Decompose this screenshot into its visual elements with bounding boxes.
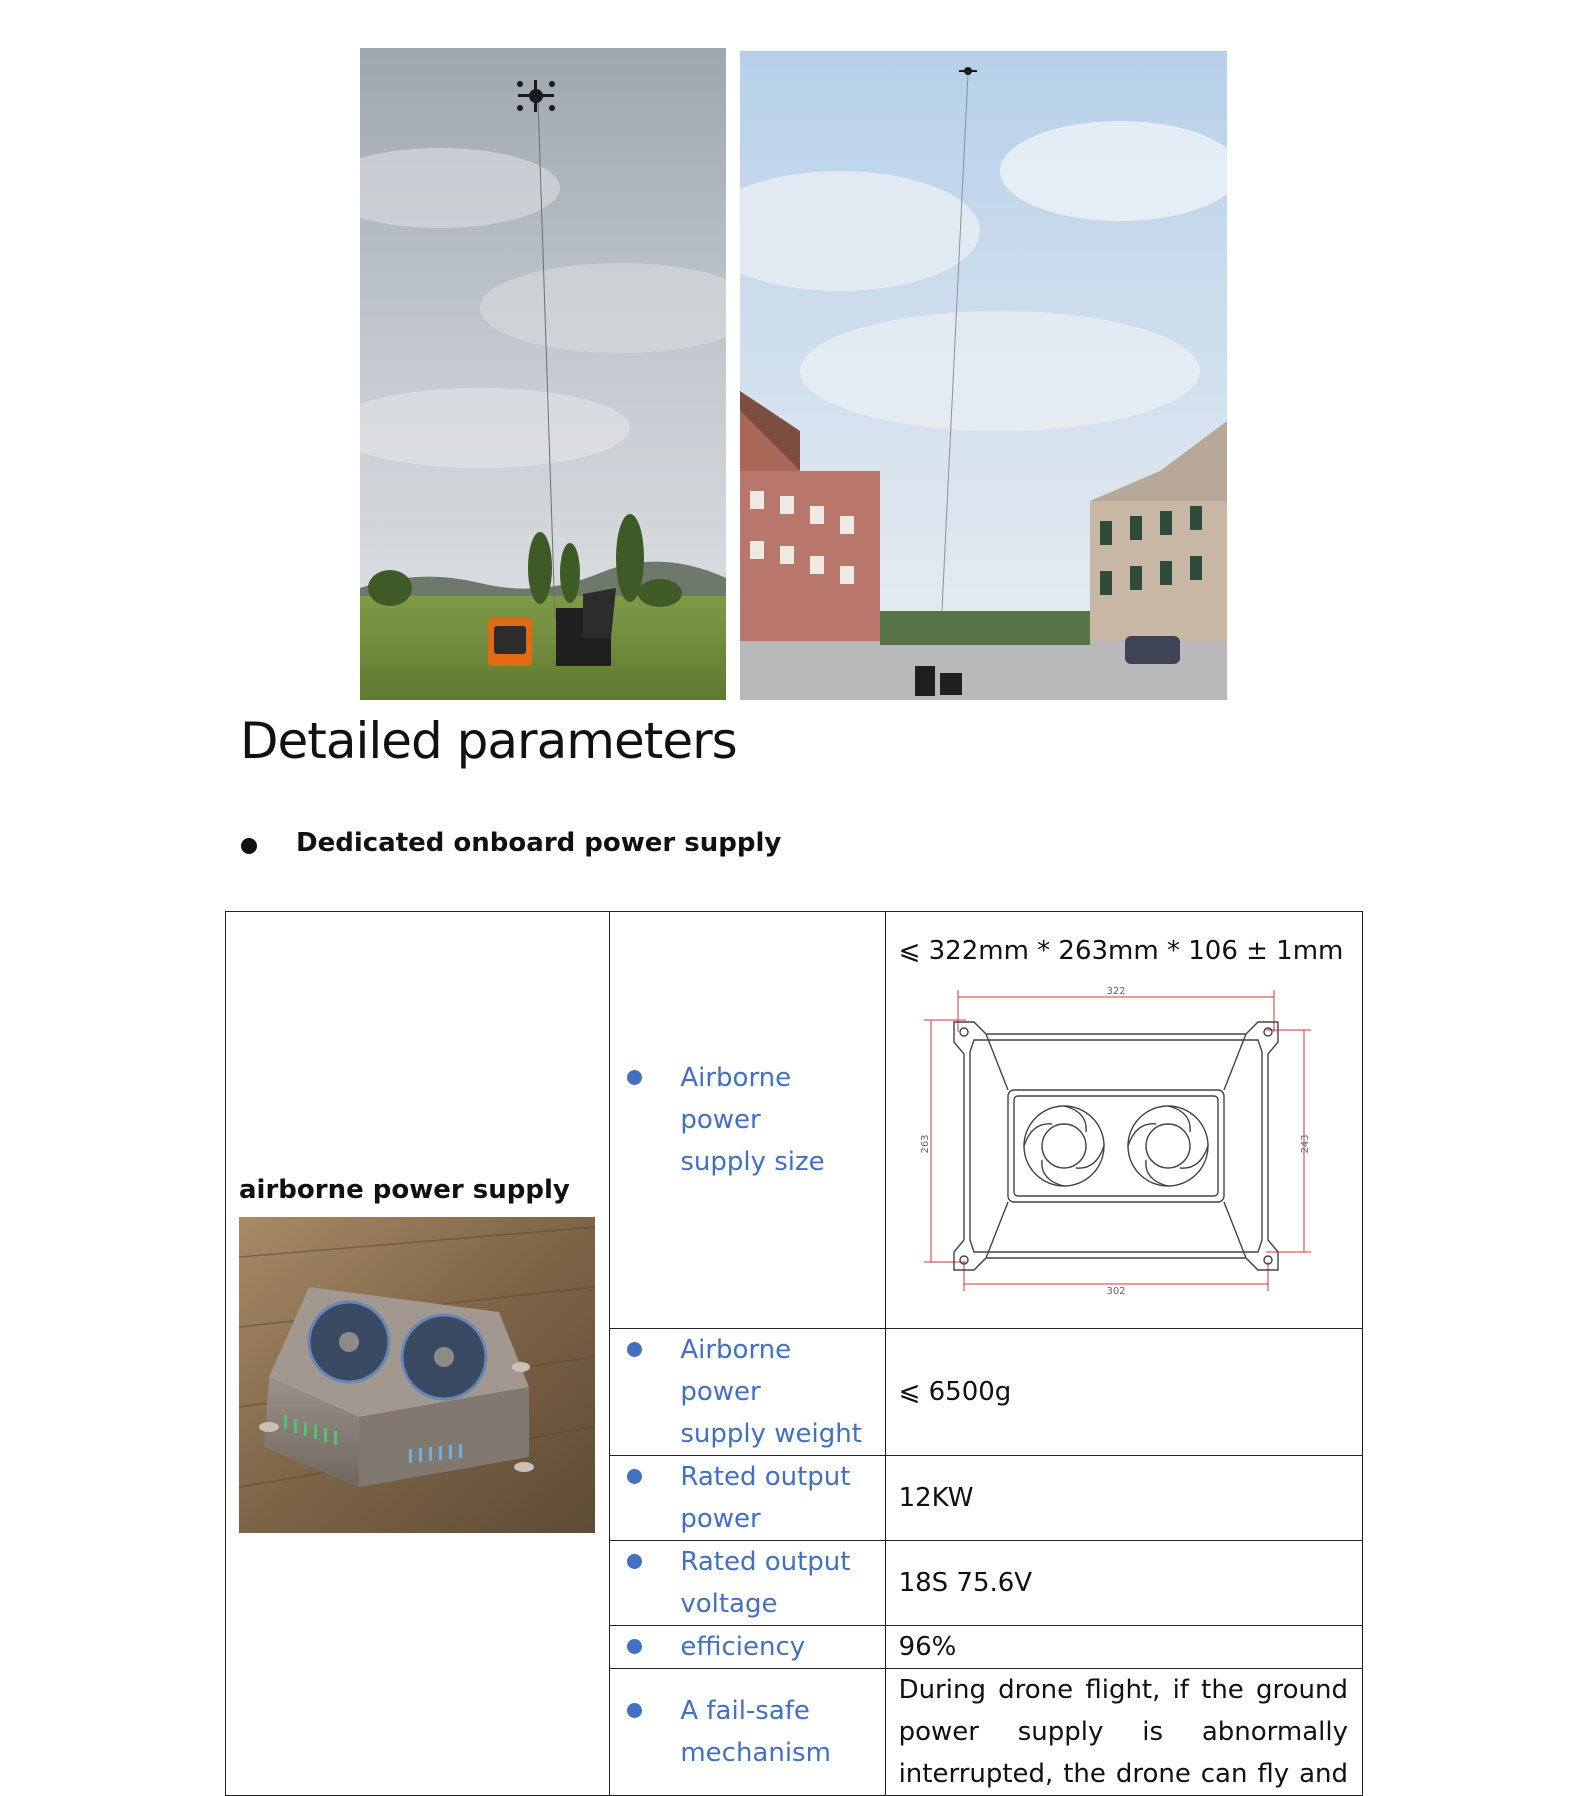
value-text: During drone flight, if the ground power supply is abnormally interrupted, the drone can fly and	[898, 1675, 1348, 1789]
svg-text:243: 243	[1299, 1134, 1311, 1154]
bullet-icon	[627, 1342, 642, 1357]
svg-text:322: 322	[1106, 986, 1126, 997]
param-label: Rated output voltage	[610, 1541, 884, 1625]
param-label: Airborne power supply weight	[610, 1329, 884, 1455]
value-text: 12KW	[898, 1483, 974, 1513]
param-cell	[610, 1669, 885, 1796]
value-text: 18S 75.6V	[898, 1568, 1033, 1598]
spec-table	[225, 911, 1363, 1796]
param-cell	[610, 1626, 885, 1669]
param-cell	[610, 1541, 885, 1626]
bullet-icon	[627, 1469, 642, 1484]
product-title: airborne power supply	[239, 1174, 570, 1205]
bullet-icon	[627, 1639, 642, 1654]
page-title: Detailed parameters	[240, 712, 737, 770]
power-supply-render-image	[239, 1217, 595, 1533]
tethered-drone-campus-photo	[740, 51, 1227, 700]
param-label: A fail-safe mechanism	[610, 1690, 884, 1774]
param-cell	[610, 912, 885, 1329]
value-cell	[885, 912, 1362, 1329]
value-cell	[885, 1626, 1362, 1669]
param-label: Rated output power	[610, 1456, 884, 1540]
param-label: Airborne power supply size	[610, 1057, 884, 1183]
section-bullet-icon	[241, 838, 257, 854]
value-text: ⩽ 6500g	[898, 1377, 1012, 1407]
dimension-drawing	[916, 982, 1326, 1312]
value-cell	[885, 1541, 1362, 1626]
param-cell	[610, 1329, 885, 1456]
param-label: efficiency	[610, 1626, 884, 1668]
product-cell	[226, 912, 610, 1796]
value-text: 96%	[898, 1632, 957, 1662]
svg-text:302: 302	[1106, 1286, 1126, 1297]
bullet-icon	[627, 1554, 642, 1569]
section-heading: Dedicated onboard power supply	[296, 828, 782, 858]
value-text: ⩽ 322mm * 263mm * 106 ± 1mm	[898, 936, 1344, 966]
value-cell	[885, 1456, 1362, 1541]
value-cell	[885, 1329, 1362, 1456]
value-cell	[885, 1669, 1362, 1796]
tethered-drone-field-photo	[360, 48, 726, 700]
svg-text:263: 263	[919, 1134, 931, 1154]
bullet-icon	[627, 1070, 642, 1085]
table-row	[226, 912, 1363, 1329]
param-cell	[610, 1456, 885, 1541]
bullet-icon	[627, 1703, 642, 1718]
